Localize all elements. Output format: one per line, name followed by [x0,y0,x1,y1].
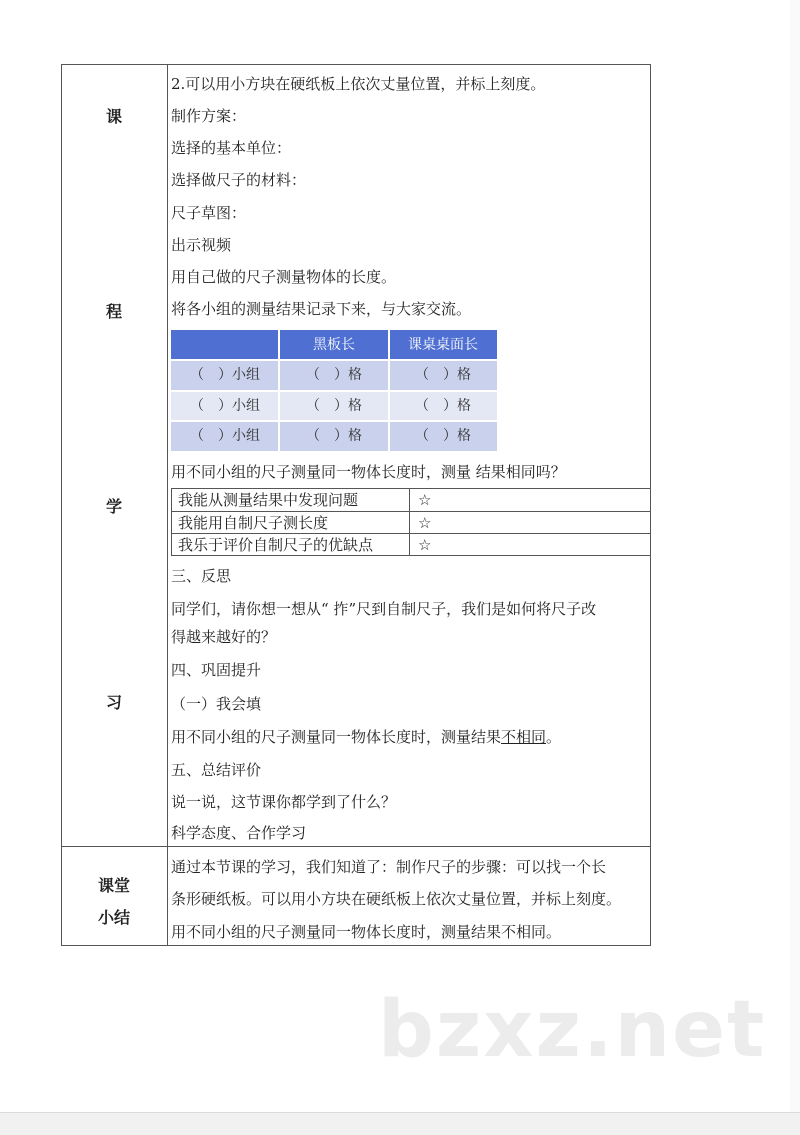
text-line: 说一说，这节课你都学到了什么？ [171,793,397,811]
watermark: bzxz.net [378,985,767,1075]
table-cell: （ ）格 [415,367,471,383]
header-cell [171,330,279,360]
text-line: 同学们，请你想一想从“ 拃”尺到自制尺子，我们是如何将尺子改 [171,600,597,618]
table-row-gap [171,420,497,422]
fill-prefix: 用不同小组的尺子测量同一物体长度时，测量结果 [171,728,502,746]
eval-item: 我能用自制尺子测长度 [178,514,329,532]
column-divider [167,64,168,946]
summary-text: 条形硬纸板。可以用小方块在硬纸板上依次丈量位置，并标上刻度。 [171,890,622,908]
summary-text: 通过本节课的学习，我们知道了：制作尺子的步骤：可以找一个长 [171,858,607,876]
table-row [171,360,497,390]
side-label-ke: 课 [105,107,122,126]
text-line: 将各小组的测量结果记录下来，与大家交流。 [171,300,472,318]
table-cell: （ ）小组 [190,428,260,444]
subsection-heading: （一）我会填 [171,695,262,713]
text-line: 得越来越好的？ [171,628,277,646]
summary-text: 用不同小组的尺子测量同一物体长度时，测量结果不相同。 [171,923,562,941]
text-line: 选择的基本单位： [171,139,292,157]
side-label-xi: 习 [105,693,122,712]
table-row [171,391,497,421]
page-gap [0,1112,800,1135]
text-line: 用自己做的尺子测量物体的长度。 [171,268,397,286]
fill-answer: 不相同 [501,728,547,746]
star-icon: ☆ [418,536,432,554]
star-icon: ☆ [418,514,432,532]
table-cell: （ ）格 [306,398,362,414]
page-edge [790,0,800,1112]
eval-item: 我能从测量结果中发现问题 [178,491,359,509]
eval-table [171,488,651,556]
eval-row [172,511,650,534]
eval-item: 我乐于评价自制尺子的优缺点 [178,536,374,554]
summary-label-line2: 小结 [97,908,130,927]
table-cell: （ ）格 [306,367,362,383]
table-cell: （ ）格 [306,428,362,444]
fill-suffix: 。 [546,728,562,746]
section-heading: 五、总结评价 [171,761,262,779]
star-icon: ☆ [418,491,432,509]
measure-table-header [171,330,497,360]
eval-row [172,489,650,511]
row-divider [61,846,651,847]
table-row-gap [171,390,497,392]
header-cell: 课桌桌面长 [408,337,478,353]
text-line: 选择做尺子的材料： [171,171,307,189]
header-cell: 黑板长 [313,337,355,353]
table-row [171,421,497,451]
text-line: 制作方案： [171,107,247,125]
side-label-cheng: 程 [105,302,122,321]
text-line: 尺子草图： [171,204,247,222]
table-row-gap [171,359,497,361]
eval-col-divider [409,489,410,555]
table-cell: （ ）小组 [190,367,260,383]
eval-row [172,533,650,556]
table-cell: （ ）格 [415,428,471,444]
question-text: 用不同小组的尺子测量同一物体长度时，测量 结果相同吗？ [171,463,566,481]
section-heading: 四、巩固提升 [171,661,262,679]
text-line: 科学态度、合作学习 [171,824,307,842]
fill-in-sentence [171,727,561,747]
text-line: 2.可以用小方块在硬纸板上依次丈量位置，并标上刻度。 [171,75,546,93]
section-heading: 三、反思 [171,567,232,585]
measure-table [171,330,497,451]
table-cell: （ ）小组 [190,398,260,414]
side-label-xue: 学 [105,497,122,516]
text-line: 出示视频 [171,236,232,254]
summary-label-line1: 课堂 [97,876,130,895]
table-cell: （ ）格 [415,398,471,414]
